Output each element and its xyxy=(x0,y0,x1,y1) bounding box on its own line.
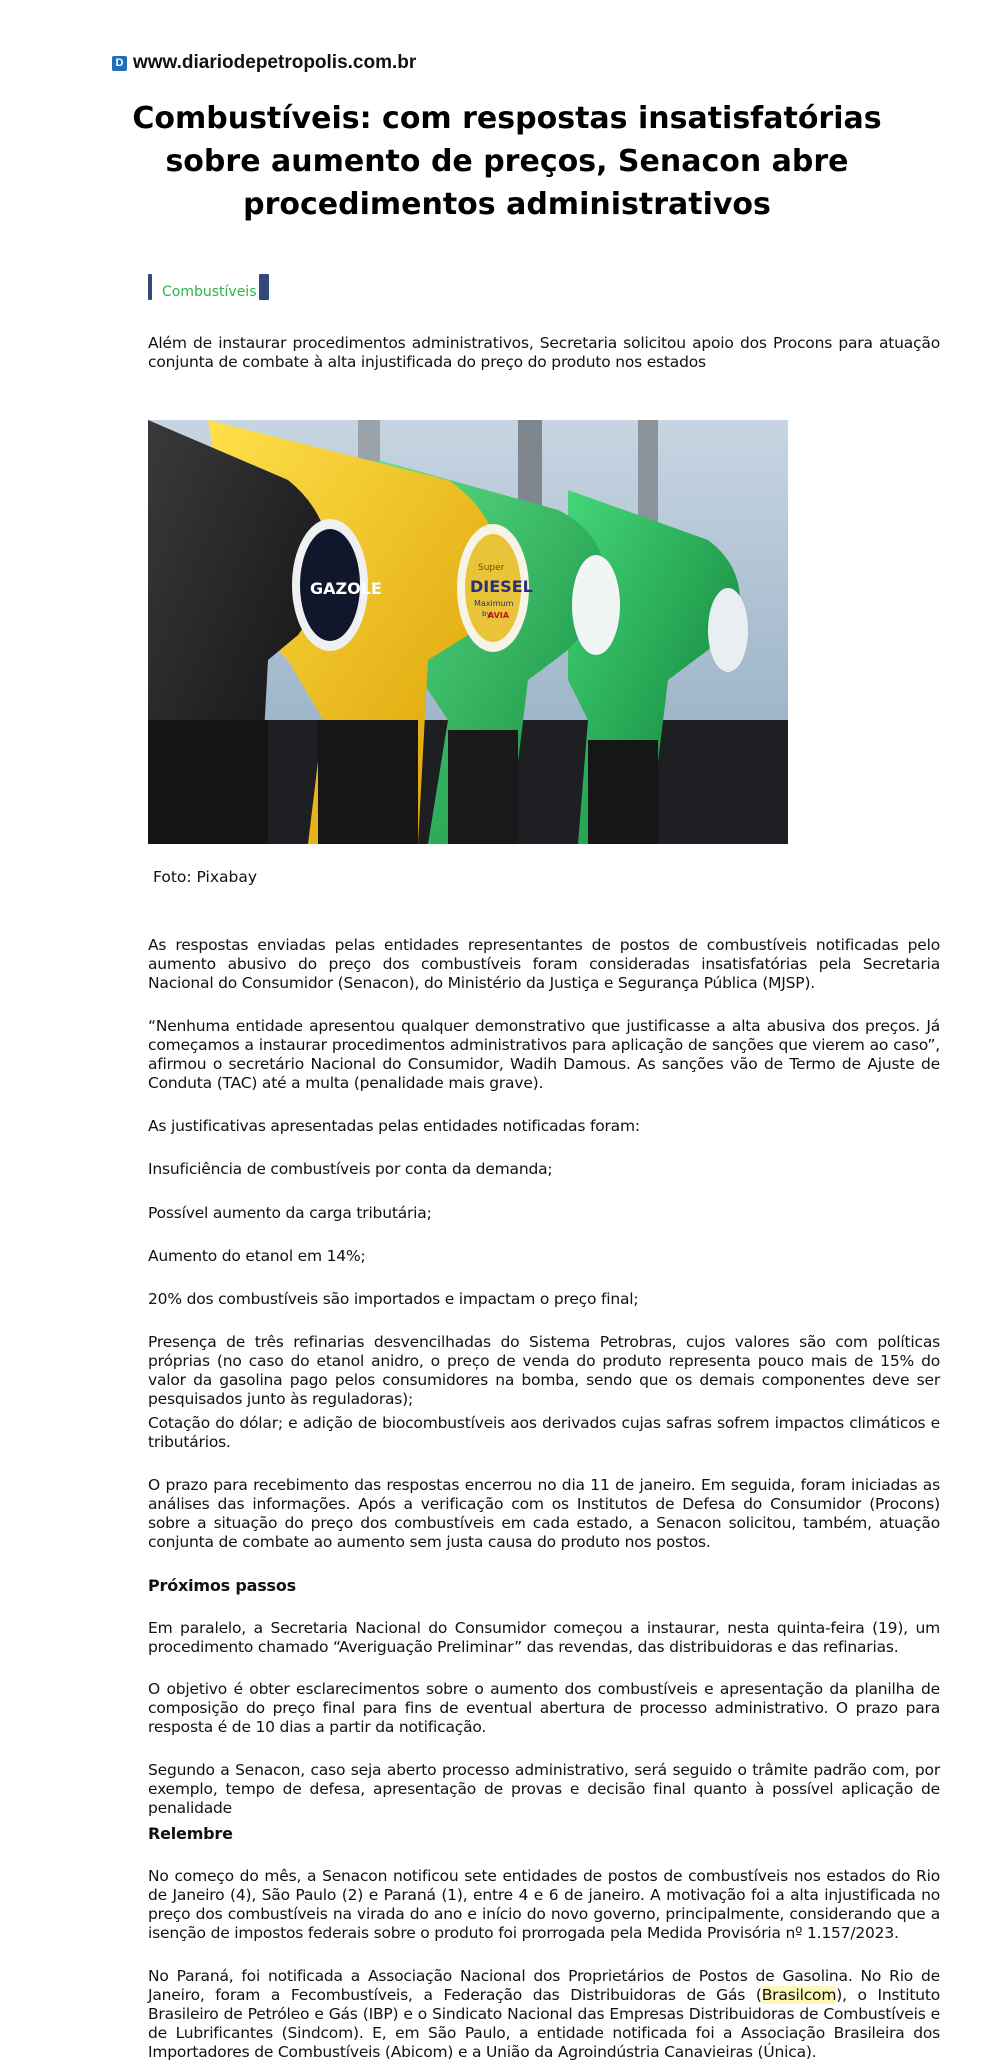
paragraph-9-end: ), o Instituto Brasileiro de Petróleo e Gás (IBP) e o Sindicato Nacional das Empresas Distribuidoras de Combustíveis e de Lubrificantes (Sindcom). E, em São Paulo, a entidade notificada foi a Associação Brasileira dos Importadores de Combustíveis (Abicom) e a União da Agroindústria Canavieiras (Única). xyxy=(148,1986,941,2061)
nozzle-label-by: by xyxy=(482,610,491,618)
article-title: Combustíveis: com respostas insatisfatórias sobre aumento de preços, Senacon abre procedimentos administrativos xyxy=(132,101,882,222)
heading-next-steps: Próximos passos xyxy=(148,1576,296,1595)
paragraph-7: Segundo a Senacon, caso seja aberto processo administrativo, será seguido o trâmite padrão com, por exemplo, tempo de defesa, apresentação de provas e decisão final quanto à possível aplicação de penalidade xyxy=(148,1761,940,1817)
paragraph-6: O objetivo é obter esclarecimentos sobre o aumento dos combustíveis e apresentação da planilha de composição do preço final para fins de eventual abertura de processo administrativo. O prazo para resposta é de 10 dias a partir da notificação. xyxy=(148,1680,940,1736)
image-caption: Foto: Pixabay xyxy=(153,868,258,886)
paragraph-3: As justificativas apresentadas pelas entidades notificadas foram: xyxy=(148,1117,640,1135)
list-item-2: Possível aumento da carga tributária; xyxy=(148,1204,432,1222)
category-tag[interactable] xyxy=(148,274,269,300)
nozzle-label-diesel: DIESEL xyxy=(470,577,533,596)
heading-remember: Relembre xyxy=(148,1824,233,1843)
list-item-5: Presença de três refinarias desvencilhadas do Sistema Petrobras, cujos valores são com políticas próprias (no caso do etanol anidro, o prec̦o de venda do produto representa pouco mais de 15% do valor da gasolina pago pelos consumidores na bomba, sendo que os demais componentes deve ser pesquisados junto às reguladoras); xyxy=(148,1333,940,1408)
nozzle-label-gazole: GAZOLE xyxy=(310,579,382,598)
list-item-3: Aumento do etanol em 14%; xyxy=(148,1247,366,1265)
list-item-4: 20% dos combustíveis são importados e impactam o preço final; xyxy=(148,1290,639,1308)
list-item-1: Insuficiência de combustíveis por conta da demanda; xyxy=(148,1160,553,1178)
site-header xyxy=(112,52,416,74)
list-item-6: Cotação do dólar; e adição de biocombustíveis aos derivados cujas safras sofrem impactos climáticos e tributários. xyxy=(148,1414,940,1451)
paragraph-9-start: No Paraná, foi notificada a Associação Nacional dos Proprietários de Postos de Gasolina. No Rio de Janeiro, foram a Fecombustíveis, a Federação das Distribuidoras de Gás ( xyxy=(148,1967,940,2004)
highlighted-term: Brasilcom xyxy=(761,1986,837,2004)
paragraph-9 xyxy=(148,1967,940,2062)
paragraph-1: As respostas enviadas pelas entidades representantes de postos de combustíveis notificadas pelo aumento abusivo do preço dos combustíveis foram consideradas insatisfatórias pela Secretaria Nacional do Consumidor (Senacon), do Ministério da Justiça e Segurança Pública (MJSP). xyxy=(148,936,940,992)
paragraph-2: “Nenhuma entidade apresentou qualquer demonstrativo que justificasse a alta abusiva dos preços. Já começamos a instaurar procedimentos administrativos para aplicação de sanções que vierem ao caso”, afirmou o secretário Nacional do Consumidor, Wadih Damous. As sanções vão de Termo de Ajuste de Conduta (TAC) até a multa (penalidade mais grave). xyxy=(148,1017,940,1092)
nozzle-label-super: Super xyxy=(478,563,505,573)
paragraph-8: No começo do mês, a Senacon notificou sete entidades de postos de combustíveis nos estados do Rio de Janeiro (4), São Paulo (2) e Paraná (1), entre 4 e 6 de janeiro. A motivação foi a alta injustificada no preço dos combustíveis na virada do ano e início do novo governo, principalmente, considerando que a isenção de impostos federais sobre o produto foi prorrogada pela Medida Provisória nº 1.157/2023. xyxy=(148,1867,940,1942)
article-hero-image xyxy=(148,420,788,844)
site-logo-icon: D xyxy=(112,56,127,71)
category-label[interactable]: Combustíveis xyxy=(162,284,257,300)
tag-right-bar-icon xyxy=(259,274,269,300)
nozzle-label-maximum: Maximum xyxy=(474,599,514,608)
tag-left-bar-icon xyxy=(148,274,152,300)
fuel-nozzles-illustration xyxy=(148,420,788,844)
paragraph-4: O prazo para recebimento das respostas encerrou no dia 11 de janeiro. Em seguida, foram iniciadas as análises das informações. Após a verificação com os Institutos de Defesa do Consumidor (Procons) sobre a situação do preço dos combustíveis em cada estado, a Senacon solicitou, também, atuação conjunta de combate ao aumento sem justa causa do produto nos postos. xyxy=(148,1476,940,1551)
article-lead: Além de instaurar procedimentos administrativos, Secretaria solicitou apoio dos Procons para atuação conjunta de combate à alta injustificada do preço do produto nos estados xyxy=(148,334,940,371)
paragraph-5: Em paralelo, a Secretaria Nacional do Consumidor começou a instaurar, nesta quinta-feira (19), um procedimento chamado “Averiguação Preliminar” das revendas, das distribuidoras e das refinarias. xyxy=(148,1619,940,1656)
nozzle-label-avia: AVIA xyxy=(488,611,510,620)
site-domain[interactable]: www.diariodepetropolis.com.br xyxy=(133,52,417,73)
